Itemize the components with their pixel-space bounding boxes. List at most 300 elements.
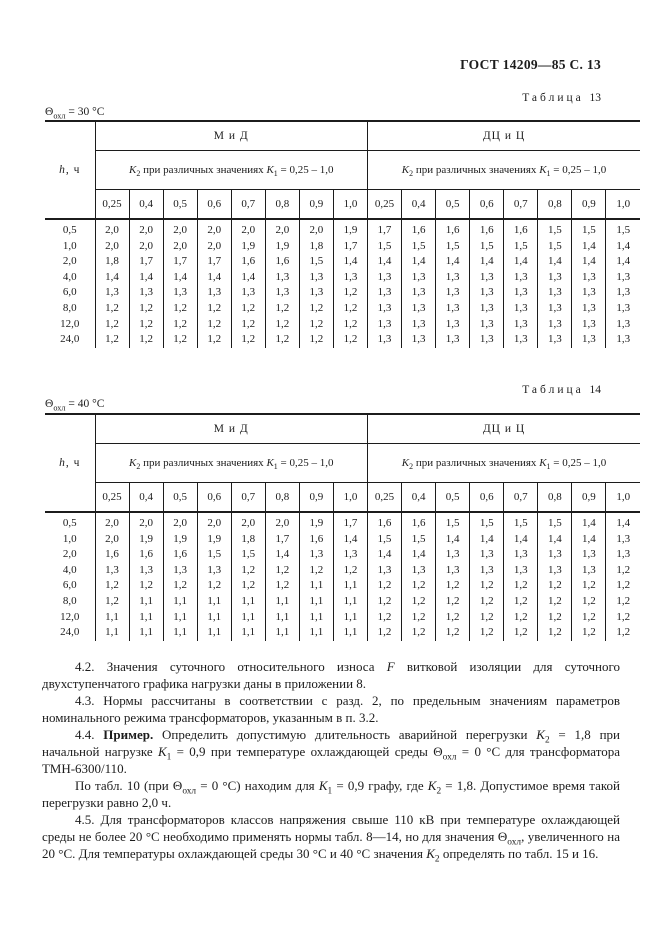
k2-value: 1,2 — [333, 301, 367, 317]
k2-value: 1,3 — [436, 285, 470, 301]
k2-subheader: $K_2$ при различных значениях $K_1 = 0,25 - 1,0$ — [368, 151, 641, 190]
k1-value-header: 0,6 — [197, 483, 231, 513]
k2-value: 1,3 — [299, 270, 333, 286]
k2-value: 1,3 — [402, 317, 436, 333]
k2-value: 1,2 — [197, 317, 231, 333]
k2-value: 1,3 — [402, 301, 436, 317]
k2-value: 1,2 — [504, 610, 538, 626]
k2-value: 1,2 — [606, 625, 640, 641]
k2-value: 1,6 — [95, 547, 129, 563]
k1-value-header: 0,9 — [299, 190, 333, 220]
k2-value: 1,3 — [299, 547, 333, 563]
k1-value-header: 0,6 — [470, 483, 504, 513]
k2-value: 1,3 — [538, 317, 572, 333]
duration-value: 0,5 — [62, 517, 77, 529]
k2-value: 1,2 — [129, 301, 163, 317]
k2-value: 1,4 — [572, 512, 606, 532]
k2-value: 1,3 — [538, 547, 572, 563]
k2-value: 1,3 — [606, 332, 640, 348]
k2-value: 1,3 — [368, 270, 402, 286]
k2-value: 1,5 — [504, 239, 538, 255]
k2-value: 1,3 — [504, 563, 538, 579]
k2-value: 1,4 — [368, 547, 402, 563]
duration-value: 8,0 — [62, 594, 77, 607]
subheader-row — [45, 444, 640, 483]
k2-value: 2,0 — [163, 219, 197, 239]
k2-value: 2,0 — [299, 219, 333, 239]
k1-values-row — [45, 190, 640, 220]
k2-value: 1,4 — [606, 239, 640, 255]
k2-value: 1,2 — [265, 578, 299, 594]
k1-value-header: 1,0 — [606, 483, 640, 513]
k2-value: 1,4 — [333, 254, 367, 270]
k2-value: 1,1 — [163, 594, 197, 610]
k2-value: 1,5 — [299, 254, 333, 270]
k2-value: 1,1 — [163, 625, 197, 641]
k1-value-header: 0,5 — [436, 483, 470, 513]
k2-value: 1,9 — [333, 219, 367, 239]
k2-value: 1,1 — [197, 594, 231, 610]
k2-value: 1,3 — [333, 547, 367, 563]
duration-value: 24,0 — [60, 626, 80, 639]
k2-value: 1,3 — [368, 332, 402, 348]
k2-value: 1,8 — [231, 532, 265, 548]
k2-value: 2,0 — [231, 512, 265, 532]
k2-value: 1,2 — [129, 332, 163, 348]
k2-value: 1,6 — [299, 532, 333, 548]
k2-value: 1,3 — [572, 270, 606, 286]
k2-value: 1,1 — [231, 625, 265, 641]
k2-value: 1,1 — [265, 610, 299, 626]
k1-value-header: 0,9 — [299, 483, 333, 513]
k2-value: 1,2 — [504, 625, 538, 641]
k2-value: 1,7 — [163, 254, 197, 270]
k2-value: 1,5 — [231, 547, 265, 563]
table-row — [45, 285, 640, 301]
k2-value: 1,6 — [265, 254, 299, 270]
k2-value: 1,3 — [436, 547, 470, 563]
k1-value-header: 0,25 — [368, 483, 402, 513]
k1-value-header: 0,25 — [95, 190, 129, 220]
k2-value: 1,2 — [606, 563, 640, 579]
k2-value: 1,2 — [436, 610, 470, 626]
k1-value-header: 0,6 — [197, 190, 231, 220]
k2-value: 1,6 — [470, 219, 504, 239]
k1-value-header: 0,7 — [231, 483, 265, 513]
paragraph-example-solution: По табл. 10 (при $\Theta_{охл} = 0$ °С) находим для $K_1 = 0,9$ графу, где $K_2 = 1,8$. Допустимое время такой перегрузки равно 2,0 ч. — [42, 778, 620, 810]
k2-value: 1,3 — [538, 270, 572, 286]
k2-value: 1,4 — [368, 254, 402, 270]
k2-value: 2,0 — [95, 512, 129, 532]
k2-value: 1,9 — [129, 532, 163, 548]
table-row — [45, 547, 640, 563]
k2-value: 1,3 — [470, 563, 504, 579]
k1-value-header: 0,8 — [538, 190, 572, 220]
k2-value: 1,5 — [538, 239, 572, 255]
k2-value: 1,5 — [572, 219, 606, 239]
k1-value-header: 0,9 — [572, 190, 606, 220]
paragraph-4-5: 4.5. Для трансформаторов классов напряжения свыше 110 кВ при температуре охлаждающей среды не более 20 °С необходимо применять нормы табл. 8—14, но для значения $\Theta_{охл}$, увеличенного на 20 °С. Для температуры охлаждающей среды 30 °С и 40 °С значения $K_2$ определять по табл. 15 и 16. — [42, 812, 620, 865]
k1-value-header: 0,8 — [538, 483, 572, 513]
k2-value: 2,0 — [197, 512, 231, 532]
k2-subheader: $K_2$ при различных значениях $K_1 = 0,25 - 1,0$ — [368, 444, 641, 483]
k2-value: 1,3 — [606, 532, 640, 548]
table-caption-label: Таблица — [522, 384, 584, 396]
table-row — [45, 317, 640, 333]
k2-value: 1,7 — [129, 254, 163, 270]
k2-value: 1,1 — [197, 625, 231, 641]
k2-value: 1,2 — [436, 594, 470, 610]
k2-value: 1,6 — [504, 219, 538, 239]
k1-value-header: 0,7 — [504, 483, 538, 513]
k2-value: 1,5 — [504, 512, 538, 532]
table-body — [45, 512, 640, 641]
k2-value: 1,4 — [470, 532, 504, 548]
k2-value: 1,3 — [538, 285, 572, 301]
k2-value: 1,6 — [129, 547, 163, 563]
duration-value: 2,0 — [62, 548, 77, 561]
k2-value: 1,2 — [95, 578, 129, 594]
k2-value: 1,1 — [197, 610, 231, 626]
k2-value: 1,2 — [402, 625, 436, 641]
k2-value: 1,2 — [95, 332, 129, 348]
k2-value: 1,8 — [299, 239, 333, 255]
k2-value: 2,0 — [95, 532, 129, 548]
duration-value: 12,0 — [60, 610, 80, 623]
k2-value: 1,2 — [436, 578, 470, 594]
duration-value: 0,5 — [62, 224, 77, 236]
k2-value: 1,3 — [470, 317, 504, 333]
k2-value: 1,2 — [265, 317, 299, 333]
table-caption-number: 14 — [589, 384, 601, 396]
k2-value: 1,9 — [299, 512, 333, 532]
k2-value: 1,2 — [606, 578, 640, 594]
k2-value: 2,0 — [129, 239, 163, 255]
k2-value: 1,2 — [572, 625, 606, 641]
k2-value: 1,2 — [402, 610, 436, 626]
k2-value: 1,2 — [299, 301, 333, 317]
k2-value: 1,5 — [368, 239, 402, 255]
table-header — [45, 121, 640, 219]
k2-value: 1,2 — [197, 578, 231, 594]
k2-value: 2,0 — [197, 239, 231, 255]
k2-value: 1,3 — [470, 270, 504, 286]
k2-value: 1,6 — [231, 254, 265, 270]
k2-value: 1,1 — [333, 578, 367, 594]
k2-value: 1,3 — [402, 285, 436, 301]
k2-value: 1,2 — [299, 332, 333, 348]
k2-value: 1,2 — [333, 563, 367, 579]
table-row — [45, 270, 640, 286]
k2-value: 1,3 — [606, 285, 640, 301]
k2-value: 1,3 — [606, 301, 640, 317]
k2-value: 1,1 — [265, 625, 299, 641]
overload-table-14 — [45, 413, 640, 641]
k2-value: 1,2 — [197, 332, 231, 348]
k2-value: 1,4 — [572, 254, 606, 270]
k1-value-header: 0,25 — [368, 190, 402, 220]
table-14-caption — [522, 384, 601, 396]
table-row — [45, 532, 640, 548]
duration-value: 1,0 — [62, 532, 77, 545]
k2-value: 1,3 — [538, 563, 572, 579]
k2-value: 1,2 — [538, 610, 572, 626]
k1-value-header: 0,8 — [265, 483, 299, 513]
group-header-dc-c: ДЦ и Ц — [368, 414, 641, 444]
k2-value: 1,1 — [95, 610, 129, 626]
k1-value-header: 0,9 — [572, 483, 606, 513]
k2-value: 1,1 — [333, 625, 367, 641]
table-row — [45, 219, 640, 239]
body-text — [42, 658, 621, 865]
k1-values-row — [45, 483, 640, 513]
k2-value: 1,4 — [402, 547, 436, 563]
duration-value: 6,0 — [62, 579, 77, 592]
k2-value: 1,5 — [402, 532, 436, 548]
k1-value-header: 0,4 — [129, 483, 163, 513]
k2-value: 1,3 — [163, 285, 197, 301]
k2-value: 1,2 — [231, 317, 265, 333]
k2-value: 1,2 — [333, 285, 367, 301]
k2-value: 1,4 — [436, 532, 470, 548]
k2-value: 2,0 — [265, 219, 299, 239]
table-row — [45, 594, 640, 610]
k2-value: 1,9 — [163, 532, 197, 548]
k2-value: 2,0 — [163, 239, 197, 255]
k2-value: 1,2 — [368, 610, 402, 626]
k2-value: 1,2 — [606, 594, 640, 610]
duration-column-header: h, ч — [45, 121, 95, 219]
k2-value: 1,4 — [333, 532, 367, 548]
k2-value: 1,4 — [504, 254, 538, 270]
k2-value: 1,3 — [606, 317, 640, 333]
k1-value-header: 0,5 — [436, 190, 470, 220]
k1-value-header: 0,5 — [163, 190, 197, 220]
duration-value: 4,0 — [62, 270, 77, 283]
k2-value: 1,2 — [163, 332, 197, 348]
k2-value: 1,3 — [231, 285, 265, 301]
k2-value: 1,3 — [504, 332, 538, 348]
k2-value: 1,2 — [402, 594, 436, 610]
table-13-caption — [522, 92, 601, 104]
k2-value: 1,3 — [197, 285, 231, 301]
k2-value: 1,2 — [299, 317, 333, 333]
k2-value: 1,1 — [299, 594, 333, 610]
k2-value: 1,4 — [504, 532, 538, 548]
k2-value: 1,3 — [470, 301, 504, 317]
k2-value: 1,5 — [197, 547, 231, 563]
k2-value: 1,4 — [95, 270, 129, 286]
k2-value: 1,2 — [368, 625, 402, 641]
k2-value: 1,4 — [606, 254, 640, 270]
k2-value: 1,4 — [538, 254, 572, 270]
k2-value: 1,6 — [163, 547, 197, 563]
k2-value: 1,4 — [129, 270, 163, 286]
k2-value: 1,1 — [231, 594, 265, 610]
cooling-temp-condition: $\Theta_{охл} = 30$ °С — [45, 106, 105, 121]
k2-value: 1,2 — [572, 594, 606, 610]
k2-value: 1,3 — [129, 285, 163, 301]
k2-value: 1,9 — [265, 239, 299, 255]
k1-value-header: 0,7 — [504, 190, 538, 220]
k2-value: 1,3 — [538, 301, 572, 317]
k2-value: 1,2 — [129, 317, 163, 333]
k2-value: 1,2 — [163, 301, 197, 317]
k1-value-header: 0,25 — [95, 483, 129, 513]
k2-value: 1,3 — [129, 563, 163, 579]
k2-value: 1,3 — [95, 285, 129, 301]
k2-value: 1,4 — [572, 239, 606, 255]
subheader-row — [45, 151, 640, 190]
k2-value: 1,2 — [231, 563, 265, 579]
k2-value: 1,3 — [95, 563, 129, 579]
k2-value: 1,2 — [368, 594, 402, 610]
k2-value: 1,3 — [333, 270, 367, 286]
table-row — [45, 512, 640, 532]
k2-value: 1,7 — [197, 254, 231, 270]
k2-value: 1,2 — [231, 301, 265, 317]
k2-value: 1,2 — [470, 578, 504, 594]
k2-value: 1,3 — [402, 332, 436, 348]
k2-value: 2,0 — [95, 219, 129, 239]
k2-value: 1,4 — [402, 254, 436, 270]
k2-value: 1,4 — [470, 254, 504, 270]
k2-value: 1,1 — [299, 610, 333, 626]
k2-value: 1,4 — [606, 512, 640, 532]
k2-value: 2,0 — [197, 219, 231, 239]
k2-value: 1,6 — [402, 219, 436, 239]
k2-value: 1,3 — [470, 547, 504, 563]
k2-value: 1,5 — [470, 239, 504, 255]
duration-value: 4,0 — [62, 563, 77, 576]
k2-value: 1,3 — [572, 563, 606, 579]
table-row — [45, 239, 640, 255]
k2-value: 1,6 — [402, 512, 436, 532]
k2-value: 1,3 — [436, 563, 470, 579]
k2-value: 1,5 — [436, 239, 470, 255]
k2-value: 1,3 — [572, 332, 606, 348]
duration-value: 6,0 — [62, 286, 77, 299]
k2-value: 1,2 — [129, 578, 163, 594]
duration-value: 8,0 — [62, 301, 77, 314]
page-title: ГОСТ 14209—85 С. 13 — [460, 57, 601, 72]
k2-value: 1,6 — [368, 512, 402, 532]
k2-value: 1,7 — [368, 219, 402, 239]
k2-value: 2,0 — [231, 219, 265, 239]
paragraph-4-2: 4.2. Значения суточного относительного износа F витковой изоляции для суточного двухступенчатого графика нагрузки даны в приложении 8. — [42, 659, 620, 691]
k2-value: 1,2 — [299, 563, 333, 579]
k2-value: 1,3 — [436, 270, 470, 286]
k2-value: 1,3 — [538, 332, 572, 348]
table-caption-label: Таблица — [522, 92, 584, 104]
duration-value: 12,0 — [60, 317, 80, 330]
k2-value: 1,5 — [436, 512, 470, 532]
k2-value: 1,3 — [504, 317, 538, 333]
k2-value: 1,4 — [538, 532, 572, 548]
table-row — [45, 578, 640, 594]
k2-value: 1,5 — [538, 512, 572, 532]
k2-value: 1,3 — [265, 285, 299, 301]
k2-value: 1,1 — [299, 578, 333, 594]
k2-value: 1,3 — [572, 285, 606, 301]
k2-value: 1,1 — [299, 625, 333, 641]
k2-value: 1,2 — [163, 578, 197, 594]
k2-value: 1,3 — [470, 332, 504, 348]
k2-value: 1,3 — [163, 563, 197, 579]
k2-value: 1,3 — [402, 270, 436, 286]
k2-value: 1,4 — [163, 270, 197, 286]
k2-value: 1,5 — [606, 219, 640, 239]
k2-value: 1,3 — [470, 285, 504, 301]
k2-value: 1,2 — [163, 317, 197, 333]
k2-value: 1,4 — [231, 270, 265, 286]
k2-value: 1,3 — [504, 301, 538, 317]
table-body — [45, 219, 640, 348]
k2-value: 1,3 — [299, 285, 333, 301]
k1-value-header: 1,0 — [333, 190, 367, 220]
k2-value: 1,4 — [265, 547, 299, 563]
k2-value: 1,3 — [504, 270, 538, 286]
k2-value: 1,3 — [572, 317, 606, 333]
k1-value-header: 0,6 — [470, 190, 504, 220]
k2-value: 1,7 — [333, 239, 367, 255]
k2-value: 1,3 — [368, 563, 402, 579]
k2-value: 1,4 — [197, 270, 231, 286]
k2-value: 1,5 — [538, 219, 572, 239]
k2-value: 1,1 — [265, 594, 299, 610]
duration-value: 2,0 — [62, 255, 77, 268]
k2-value: 1,2 — [504, 594, 538, 610]
k2-value: 2,0 — [129, 219, 163, 239]
k2-value: 1,3 — [436, 332, 470, 348]
k2-value: 1,2 — [95, 594, 129, 610]
k2-value: 1,2 — [231, 332, 265, 348]
k2-value: 1,5 — [402, 239, 436, 255]
duration-column-header: h, ч — [45, 414, 95, 512]
k2-value: 1,2 — [572, 578, 606, 594]
k2-value: 1,1 — [129, 610, 163, 626]
k2-value: 1,2 — [572, 610, 606, 626]
k2-value: 1,2 — [265, 563, 299, 579]
k2-value: 1,4 — [436, 254, 470, 270]
k2-value: 1,2 — [470, 594, 504, 610]
k2-value: 1,3 — [265, 270, 299, 286]
k2-value: 1,5 — [368, 532, 402, 548]
k1-value-header: 0,4 — [129, 190, 163, 220]
k2-value: 1,3 — [504, 285, 538, 301]
k2-value: 1,3 — [436, 317, 470, 333]
group-header-row — [45, 414, 640, 444]
k2-value: 1,3 — [402, 563, 436, 579]
k2-value: 1,2 — [538, 625, 572, 641]
k2-value: 1,8 — [95, 254, 129, 270]
k2-value: 1,3 — [504, 547, 538, 563]
k2-value: 1,7 — [265, 532, 299, 548]
k2-value: 1,2 — [265, 301, 299, 317]
k2-value: 1,3 — [197, 563, 231, 579]
table-row — [45, 610, 640, 626]
k2-value: 1,3 — [436, 301, 470, 317]
k2-value: 1,2 — [538, 594, 572, 610]
group-header-row — [45, 121, 640, 151]
k1-value-header: 0,4 — [402, 190, 436, 220]
k2-value: 1,1 — [129, 625, 163, 641]
k1-value-header: 1,0 — [606, 190, 640, 220]
k1-value-header: 0,5 — [163, 483, 197, 513]
k2-value: 1,2 — [470, 625, 504, 641]
k2-value: 2,0 — [129, 512, 163, 532]
table-row — [45, 625, 640, 641]
